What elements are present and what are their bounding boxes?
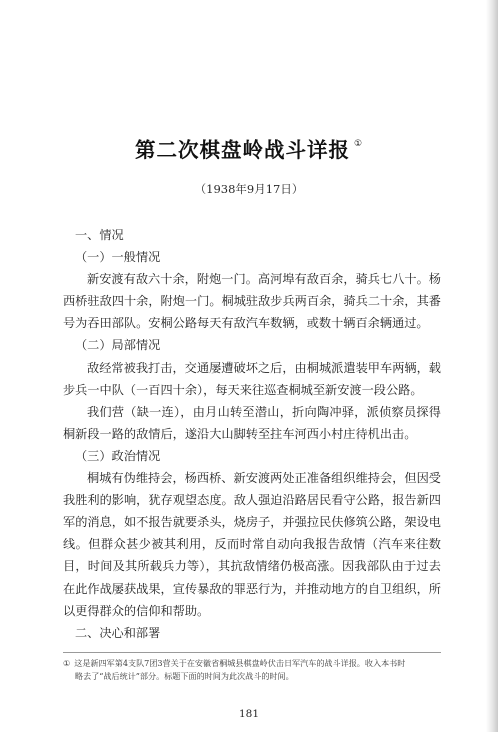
paragraph-local-situation-2: 我们营（缺一连），由月山转至潜山，折向陶冲驿，派侦察员探得桐新段一路的敌情后，遂沿大山脚转至拄车河西小村庄待机出击。 <box>63 404 441 441</box>
footnote-line-1 <box>63 657 441 670</box>
subsection-heading-political: （三）政治情况 <box>75 448 161 463</box>
subsection-heading-local: （二）局部情况 <box>75 338 161 353</box>
section-heading-situation: 一、情况 <box>75 228 124 242</box>
report-date: （1938年9月17日） <box>194 182 304 196</box>
paragraph-local-situation-1: 敌经常被我打击，交通屡遭破坏之后，由桐城派遣装甲车两辆，载步兵一中队（一百四十余），每天来往巡查桐城至新安渡一段公路。 <box>63 360 441 397</box>
footnote <box>63 657 441 683</box>
title-text: 第二次棋盘岭战斗详报 <box>134 138 350 162</box>
report-body <box>63 224 441 644</box>
paragraph-general-situation: 新安渡有敌六十余，附炮一门。高河埠有敌百余，骑兵七八十。杨西桥驻敌四十余，附炮一门。桐城驻敌步兵两百余，骑兵二十余，其番号为吞田部队。安桐公路每天有敌汽车数辆，或数十辆百余辆通过。 <box>63 272 441 331</box>
page-title <box>0 133 498 163</box>
footnote-divider <box>63 652 441 653</box>
title-footnote-mark: ① <box>353 139 364 149</box>
footnote-line-2: 略去了“战后统计”部分。标题下面的时间为此次战斗的时间。 <box>75 671 294 681</box>
page-edge-shadow <box>486 0 498 732</box>
page-number: 181 <box>238 708 260 720</box>
footnote-text-1: 这是新四军第4支队7团3营关于在安徽省桐城县棋盘岭伏击日军汽车的战斗详报。收入本书时 <box>74 658 406 668</box>
paragraph-political-situation: 桐城有伪维持会，杨西桥、新安渡两处正准备组织维持会，但因受我胜利的影响，犹存观望态度。敌人强迫沿路居民看守公路，报告新四军的消息，如不报告就要杀头，烧房子，并强拉民伕修筑公路，架设电线。但群众甚少被其利用，反而时常自动向我报告敌情（汽车来往数目，时间及其所载兵力等），其抗敌情绪仍极高涨。因我部队由于过去在此作战屡获战果，宣传暴敌的罪恶行为，并推动地方的自卫组织，所以更得群众的信仰和帮助。 <box>63 471 441 618</box>
section-heading-decision: 二、决心和部署 <box>75 625 161 640</box>
footnote-mark: ① <box>63 658 71 668</box>
subsection-heading-general: （一）一般情况 <box>75 250 161 265</box>
